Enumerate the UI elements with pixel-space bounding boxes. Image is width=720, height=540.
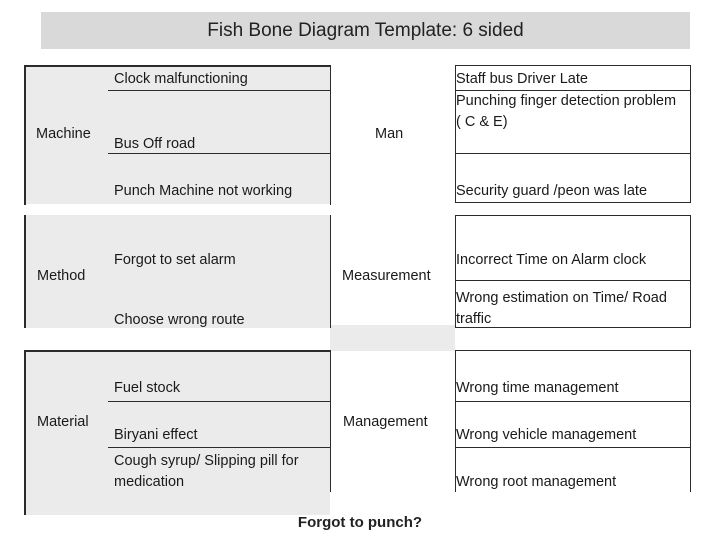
machine-cause: Punch Machine not working <box>114 183 293 199</box>
measurement-cause: Wrong estimation on Time/ Road traffic <box>456 290 667 327</box>
management-cause: Wrong time management <box>456 380 619 396</box>
man-right-line <box>690 65 691 203</box>
man-bottom-line <box>455 202 691 203</box>
machine-top-line <box>24 65 330 67</box>
category-method-label: Method <box>37 268 86 284</box>
category-man-label: Man <box>375 126 404 142</box>
management-cause: Wrong root management <box>456 474 617 490</box>
measurement-cause-line <box>455 280 691 281</box>
measurement-cause: Incorrect Time on Alarm clock <box>456 252 647 268</box>
management-cause: Wrong vehicle management <box>456 427 637 443</box>
material-cause-line-2 <box>108 447 330 448</box>
man-top-line <box>455 65 691 66</box>
material-vertical-line <box>24 350 26 515</box>
material-cause: Fuel stock <box>114 380 181 396</box>
material-cause: Cough syrup/ Slipping pill for medication <box>114 453 299 490</box>
material-cause: Biryani effect <box>114 427 198 443</box>
category-management-label: Management <box>343 414 428 430</box>
category-measurement-label: Measurement <box>342 268 431 284</box>
machine-right-line <box>330 65 331 205</box>
management-left-line <box>455 350 456 492</box>
man-cause: Staff bus Driver Late <box>456 71 588 87</box>
spine-panel <box>330 325 455 351</box>
method-vertical-line <box>24 215 26 328</box>
problem-statement: Forgot to punch? <box>297 514 423 531</box>
method-cause: Choose wrong route <box>114 312 245 328</box>
diagram-title: Fish Bone Diagram Template: 6 sided <box>207 20 524 41</box>
method-cause: Forgot to set alarm <box>114 252 236 268</box>
man-cause: Punching finger detection problem ( C & E) <box>456 93 677 130</box>
measurement-right-line <box>690 215 691 328</box>
material-cause-line-1 <box>108 401 330 402</box>
man-cause-line-2 <box>455 153 691 154</box>
machine-cause: Bus Off road <box>114 136 196 152</box>
machine-vertical-line <box>24 65 26 205</box>
category-material-label: Material <box>37 414 89 430</box>
management-right-line <box>690 350 691 492</box>
category-machine-label: Machine <box>36 126 91 142</box>
management-cause-line-1 <box>455 401 691 402</box>
material-right-line <box>330 350 331 492</box>
material-top-line <box>24 350 330 352</box>
management-top-line <box>455 350 691 351</box>
method-right-line <box>330 215 331 328</box>
management-cause-line-2 <box>455 447 691 448</box>
machine-cause: Clock malfunctioning <box>114 71 248 87</box>
measurement-top-line <box>455 215 691 216</box>
man-cause: Security guard /peon was late <box>456 183 648 199</box>
machine-cause-line-1 <box>108 90 330 91</box>
